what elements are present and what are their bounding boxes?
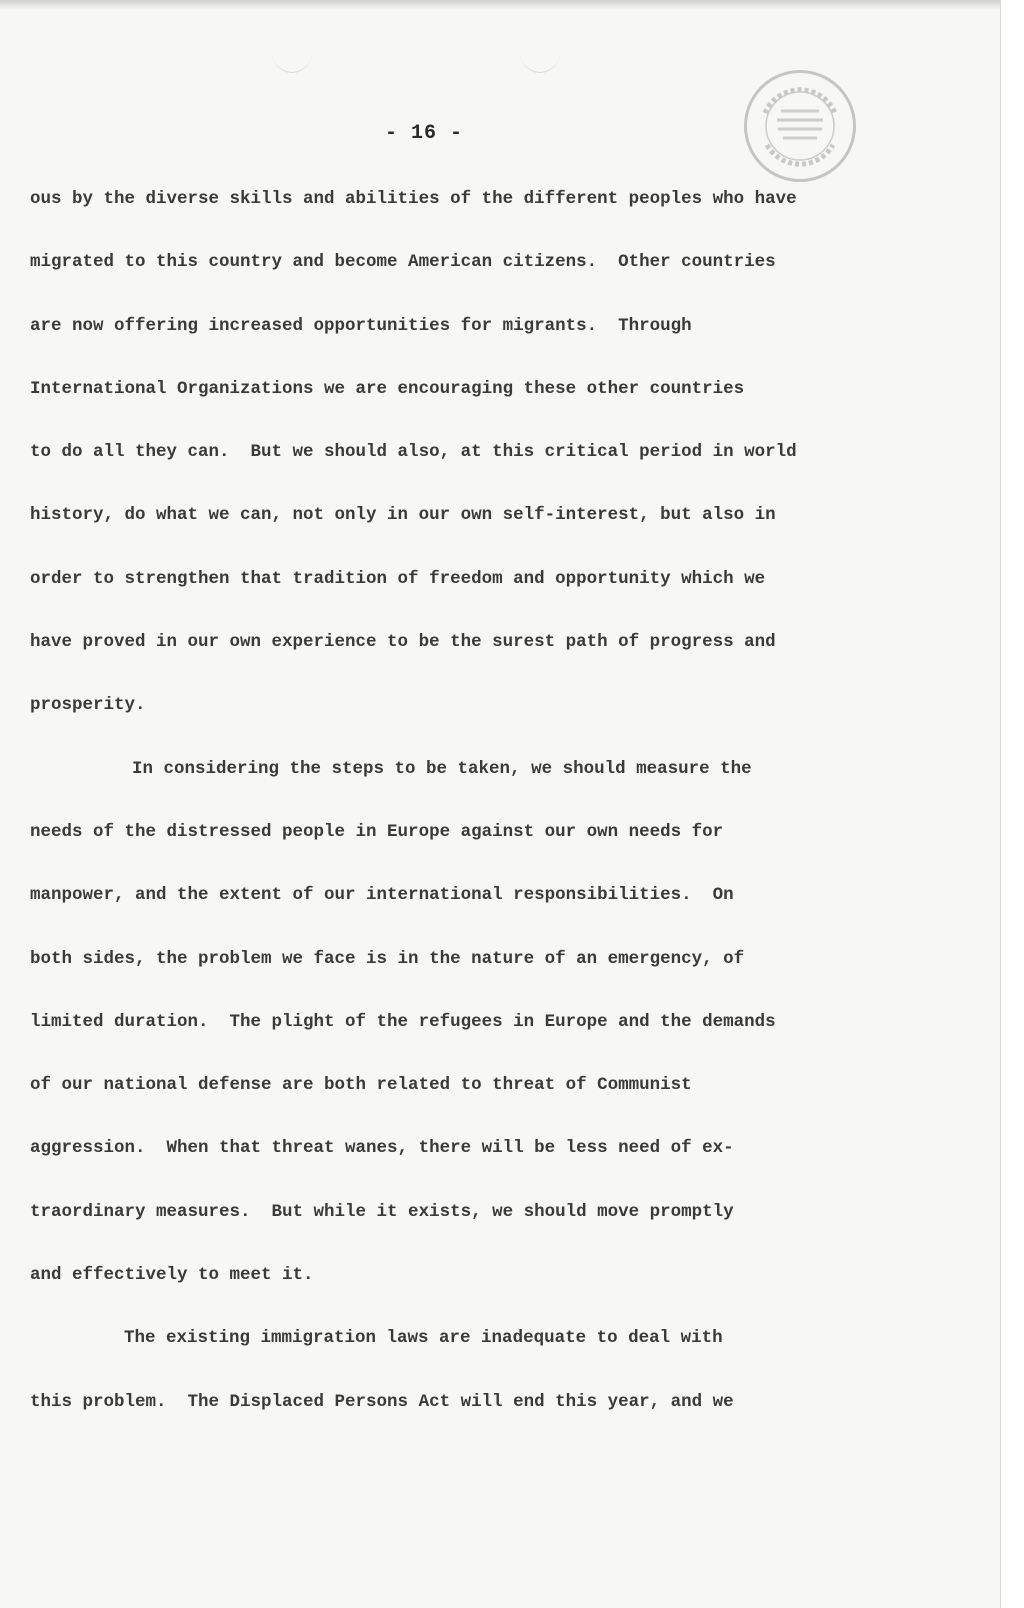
text-line: and effectively to meet it. [30,1265,314,1286]
text-line: limited duration. The plight of the refugees in Europe and the demands [30,1011,776,1032]
text-line: migrated to this country and become American citizens. Other countries [30,252,776,273]
paragraph-start-line: In considering the steps to be taken, we should measure the [132,758,752,779]
text-line: prosperity. [30,695,146,716]
punch-hole-mark-right [520,50,560,73]
text-line: of our national defense are both related to threat of Communist [30,1075,692,1096]
text-line: history, do what we can, not only in our own self-interest, but also in [30,505,776,526]
archive-stamp [744,70,856,182]
text-line: ous by the diverse skills and abilities of the different peoples who have [30,189,797,209]
text-line: this problem. The Displaced Persons Act will end this year, and we [30,1391,734,1412]
page-number: - 16 - [385,122,464,145]
body-text [30,176,830,1442]
text-line: manpower, and the extent of our international responsibilities. On [30,885,734,906]
text-line: have proved in our own experience to be the surest path of progress and [30,632,776,653]
text-line: order to strengthen that tradition of freedom and opportunity which we [30,568,766,589]
text-line: International Organizations we are encouraging these other countries [30,378,745,399]
paragraph-start-line: The existing immigration laws are inadequate to deal with [124,1328,723,1349]
punch-hole-mark-left [272,50,312,73]
text-line: are now offering increased opportunities for migrants. Through [30,315,692,336]
text-line: aggression. When that threat wanes, there will be less need of ex- [30,1138,734,1159]
text-line: traordinary measures. But while it exists, we should move promptly [30,1201,734,1222]
page-top-shadow [0,0,1000,10]
text-line: to do all they can. But we should also, at this critical period in world [30,442,797,463]
scanner-background-edge [1000,0,1024,1608]
text-line: needs of the distressed people in Europe against our own needs for [30,821,724,842]
text-line: both sides, the problem we face is in the nature of an emergency, of [30,948,745,969]
